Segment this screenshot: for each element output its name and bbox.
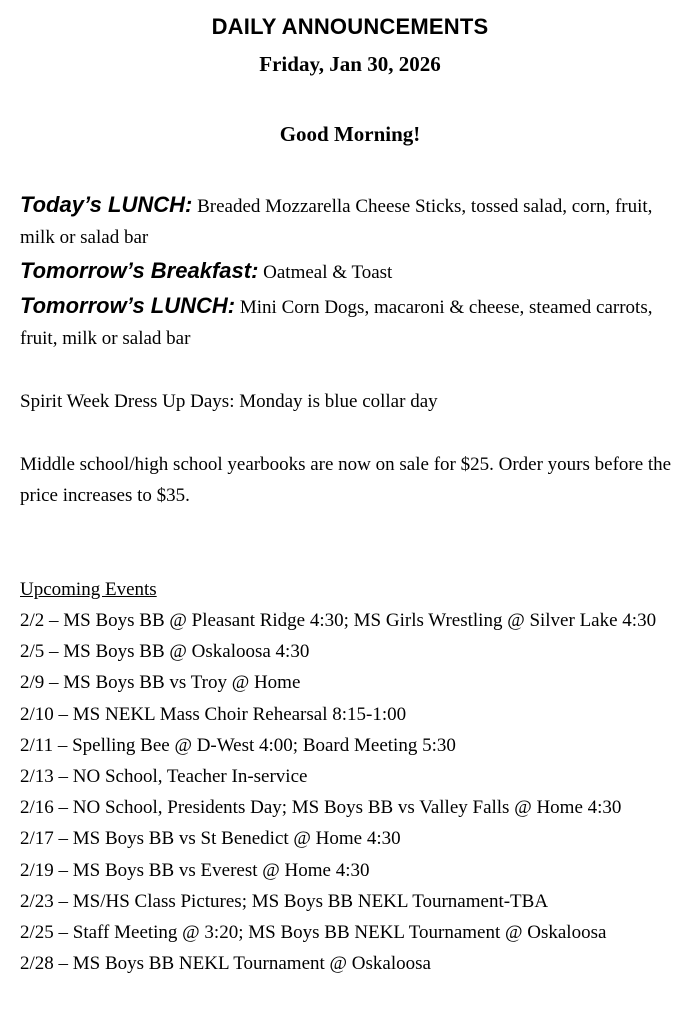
tomorrow-lunch-notice xyxy=(20,290,685,354)
event-item: 2/11 – Spelling Bee @ D-West 4:00; Board Meeting 5:30 xyxy=(20,734,456,756)
document-title: DAILY ANNOUNCEMENTS xyxy=(211,14,489,39)
event-item: 2/2 – MS Boys BB @ Pleasant Ridge 4:30; MS Girls Wrestling @ Silver Lake 4:30 xyxy=(20,610,657,631)
tomorrow-lunch-label: Tomorrow’s LUNCH: xyxy=(20,293,236,318)
tomorrow-breakfast-menu: Oatmeal & Toast xyxy=(258,262,393,283)
greeting: Good Morning! xyxy=(279,122,421,146)
event-item: 2/5 – MS Boys BB @ Oskaloosa 4:30 xyxy=(20,641,310,663)
event-item: 2/17 – MS Boys BB vs St Benedict @ Home 4:30 xyxy=(20,828,401,850)
upcoming-events-heading: Upcoming Events xyxy=(20,579,157,600)
event-item: 2/23 – MS/HS Class Pictures; MS Boys BB NEKL Tournament-TBA xyxy=(20,890,549,912)
today-lunch-notice xyxy=(20,189,685,253)
upcoming-events-list xyxy=(20,605,690,979)
spirit-week-notice: Spirit Week Dress Up Days: Monday is blue collar day xyxy=(20,391,438,412)
event-item: 2/9 – MS Boys BB vs Troy @ Home xyxy=(20,672,301,694)
event-item: 2/25 – Staff Meeting @ 3:20; MS Boys BB NEKL Tournament @ Oskaloosa xyxy=(20,922,607,944)
event-item: 2/13 – NO School, Teacher In-service xyxy=(20,766,308,788)
tomorrow-breakfast-notice xyxy=(20,255,685,288)
today-lunch-menu: Breaded Mozzarella Cheese Sticks, tossed salad, corn, fruit, milk or salad bar xyxy=(20,196,653,248)
event-item: 2/28 – MS Boys BB NEKL Tournament @ Oskaloosa xyxy=(20,953,431,975)
event-item: 2/16 – NO School, Presidents Day; MS Boys BB vs Valley Falls @ Home 4:30 xyxy=(20,797,622,819)
event-item: 2/10 – MS NEKL Mass Choir Rehearsal 8:15-1:00 xyxy=(20,703,407,725)
announcement-date: Friday, Jan 30, 2026 xyxy=(259,52,441,76)
event-item: 2/19 – MS Boys BB vs Everest @ Home 4:30 xyxy=(20,859,370,881)
today-lunch-label: Today’s LUNCH: xyxy=(20,192,193,217)
yearbook-notice: Middle school/high school yearbooks are now on sale for $25. Order yours before the price increases to $35. xyxy=(20,454,672,506)
tomorrow-breakfast-label: Tomorrow’s Breakfast: xyxy=(20,258,259,283)
tomorrow-lunch-menu: Mini Corn Dogs, macaroni & cheese, steamed carrots, fruit, milk or salad bar xyxy=(20,297,653,349)
